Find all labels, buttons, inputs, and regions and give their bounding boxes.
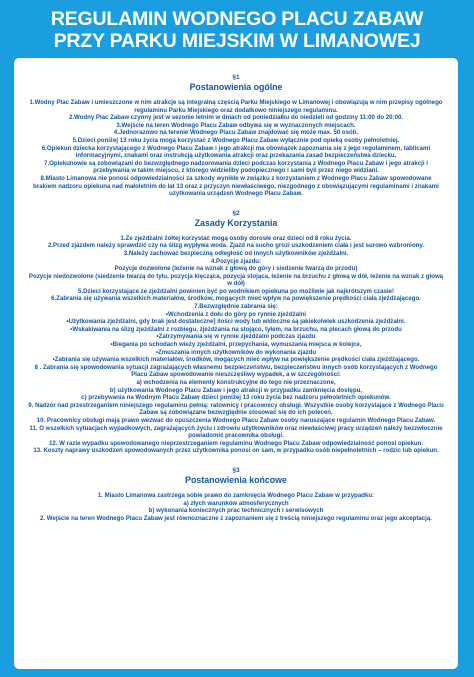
section-number: §3: [232, 466, 240, 474]
rules-content: [14, 58, 458, 522]
paragraph: 13. Koszty naprawy uszkodzeń spowodowanych przez użytkownika ponosi on sam, w przypadku osób niepełnoletnich – rodzic lub opiekun.: [33, 447, 439, 455]
paragraph: •Zatrzymywania się w rynnie zjeżdżalni podczas zjazdu: [156, 333, 316, 341]
section-title: Postanowienia końcowe: [185, 474, 287, 485]
paragraph: •Użytkowania zjeżdżalni, gdy brak jest dostateczne] ilości wody lub widoczne są jakiekolwiek uszkodzenia zjeżdżalni.: [66, 318, 406, 326]
paragraph: c) przebywania na Wodnym Placu Zabaw dzieci poniżej 13 roku życia bez nadzoru pełnoletnich opiekunów.: [81, 394, 391, 402]
document-title: [0, 8, 474, 52]
paragraph: 12. W razie wypadku spowodowanego nieprzestrzeganiem regulaminu Wodnego Placu Zabaw odpowiedzialność ponosi opiekun.: [48, 439, 424, 447]
paragraph: 3.Należy zachować bezpieczną odległość od innych użytkowników zjeżdżalni.: [123, 249, 349, 257]
section-number: §2: [232, 209, 240, 217]
section-general: [28, 74, 444, 198]
paragraph: 2.Wodny Plac Zabaw czynny jest w sezonie letnim w dniach od poniedziałku do niedzieli od godziny 11:00 do 20:00.: [68, 114, 404, 122]
paragraph: 3.Wejście na teren Wodnego Placu Zabaw odbywa się w wyznaczonych miejscach.: [116, 121, 356, 129]
paragraph: 4.Pozycje zjazdu:: [210, 257, 262, 265]
paragraph: 6.Opiekun dziecka korzystającego z Wodnego Placu Zabaw i jego atrakcji ma obowiązek zapoznania się z jego regulaminem, tablicami informacyjnymi, znakami oraz instrukcją użytkowania atrakcji oraz przekazania zasad bezpieczeństwa dziecku.: [41, 144, 431, 160]
paragraph: Pozycje dozwolone (leżenie na wznak z głową do góry i siedzenie twarzą do przodu): [114, 265, 358, 273]
paragraph: a) wchodzenia na elementy konstrukcyjne do tego nie przeznaczone,: [136, 379, 336, 386]
section-usage-rules: [28, 210, 444, 455]
section-title: Postanowienia ogólne: [189, 82, 283, 92]
paragraph: •Wchodzenia z dołu do góry po rynnie zjeżdżalni: [165, 310, 307, 318]
paragraph: 7.Bezwzględnie zabrania się:: [194, 303, 278, 311]
paragraph: b) użytkowania Wodnego Placu Zabaw i jego atrakcji w przypadku zamknięcia dostępu,: [109, 386, 363, 394]
title-line-1: REGULAMIN WODNEGO PLACU ZABAW: [50, 8, 424, 30]
paragraph: •Zmuszania innych użytkowników do wykonania zjazdu: [155, 348, 317, 356]
paragraph: 5.Dzieci poniżej 13 roku życia mogą korzystać z Wodnego Placu Zabaw wyłącznie pod opieką osoby pełnoletniej.: [72, 136, 400, 144]
section-title: Zasady Korzystania: [194, 217, 278, 228]
paragraph: 5.Dzieci korzystające ze zjeżdżalni powinien być po wodnikiem opiekuna po możliwie jak najkrótszym czasie!: [78, 287, 394, 295]
section-final-provisions: [28, 467, 444, 522]
title-line-2: PRZY PARKU MIEJSKIM W LIMANOWEJ: [53, 30, 421, 52]
rules-panel: [14, 58, 458, 669]
paragraph: 11. O wszelkich sytuacjach wypadkowych, zagrażających życiu i zdrowiu użytkowników oraz niewłaściwej pracy urządzeń należy bezzwłocznie powiadomić pracownika obsługi.: [29, 424, 443, 440]
paragraph: 4.Jednorazowo na terenie Wodnego Placu Zabaw znajdować się może max. 50 osób.: [113, 129, 359, 137]
paragraph: •Biegania po schodach wieży zjeżdżalni, przepychania, wymuszania miejsca w kolejce,: [110, 341, 362, 349]
paragraph: 7.Opiekunowie są zobowiązani do bezwzględnego nadzorowania dzieci podczas korzystania z Wodnego Placu Zabaw i jego atrakcji i przebywania w takim miejscu, z którego widzieliby podopiecznego i sami byli przez niego widziani.: [44, 159, 428, 175]
section-number: §1: [232, 74, 240, 81]
paragraph: 8.Miasto Limanowa nie ponosi odpowiedzialności za szkody wynikłe w związku z korzystaniem z Wodnego Placu Zabaw spowodowane brakiem nadzoru opiekuna nad małoletnim do lat 13 oraz z przyczyn niewłaściwego, niezgodnego z obowiązującymi regulaminami i znakami użytkowania urządzeń Wodnego Placu Zabaw.: [33, 174, 439, 198]
paragraph: •Wskakiwania na ślizg zjeżdżalni z rozbiegu, zjeżdżania na stojąco, tyłem, na brzuchu, na plecach głową do przodu: [70, 325, 402, 333]
paragraph: b) wykonania koniecznych prac technicznych i serwisowych: [148, 507, 324, 515]
paragraph: 1. Miasto Limanowa zastrzega sobie prawo do zamknięcia Wodnego Placu Zabaw w przypadku:: [97, 491, 375, 499]
paragraph: 2. Wejście na teren Wodnego Placu Zabaw jest równoznaczne z zapoznaniem się z treścią niniejszego regulaminu oraz jego akceptacją.: [40, 514, 432, 522]
paragraph: 1.Wodny Plac Zabaw i umieszczone w nim atrakcje są integralną częścią Parku Miejskiego w Limanowej i obowiązują w nim przepisy ogólnego regulaminu Parku Miejskiego oraz dodatkowo niniejszego regulaminu.: [29, 99, 443, 114]
paragraph: 9. Nadzór nad przestrzeganiem niniejszego regulaminu pełnią: ratownicy i pracownicy obsługi. Wszystkie osoby korzystające z Wodnego Placu Zabaw są zobowiązane bezwzględnie stosować się do ich poleceń.: [28, 401, 444, 417]
paragraph: 2.Przed zjazdem należy sprawdzić czy na ślizg wypływa woda. Zjazd na sucho grozi uszkodzeniem ciała i jest surowo wzbroniony.: [47, 242, 425, 250]
paragraph: Pozycje niedozwolone (siedzenie twarzą do tyłu, pozycja klęcząca, pozycja stojąca, leżenie na brzuchu z głową w dół, leżenie na wznak z głową w dół): [28, 272, 444, 288]
paragraph: 1.Ze zjeżdżalni żółtej korzystać mogą osoby dorosłe oraz dzieci od 8 roku życia.: [120, 234, 352, 242]
paragraph: 6.Zabrania się używania wszelkich materiałów, środków, mogących mieć wpływ na powiększenie prędkości ciała zjeżdżającego.: [51, 295, 421, 303]
paragraph: •Zabrania się używania wszelkich materiałów, środków, mogących mieć wpływ na powiększenie prędkości ciała zjeżdżającego.: [52, 356, 420, 364]
paragraph: 10. Pracownicy obsługi mają prawo wezwać do opuszczenia Wodnego Placu Zabaw osoby naruszające regulamin Wodnego Placu Zabaw.: [36, 416, 436, 424]
paragraph: a) złych warunków atmosferycznych: [183, 499, 289, 507]
paragraph: 8 . Zabrania się spowodowania sytuacji zagrażających własnemu bezpieczeństwu, bezpieczeństwu innych osób korzystających z Wodnego Placu Zabaw spowodowanie nieszczęśliwy wypadek, a w szczególności:: [34, 363, 438, 379]
